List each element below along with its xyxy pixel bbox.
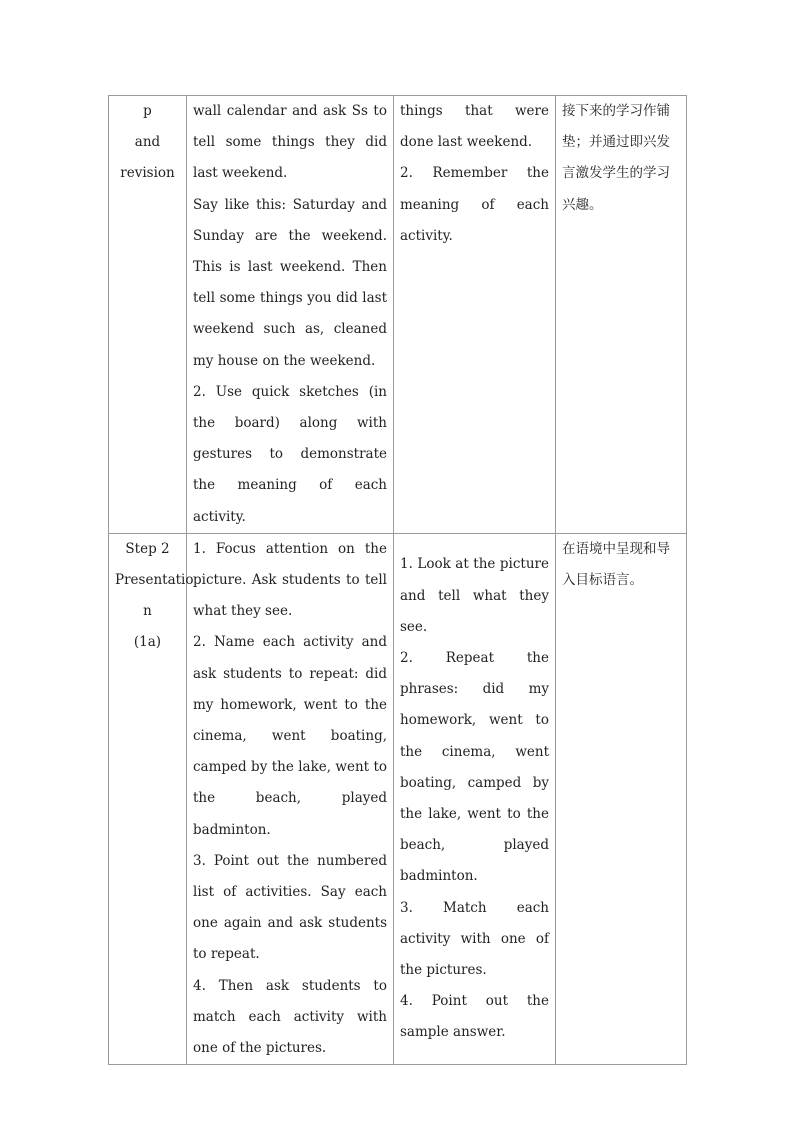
student-activity-text: 4. Point out the sample answer. — [400, 993, 549, 1041]
step-label-line: Step 2 — [125, 540, 170, 557]
table-row — [109, 96, 687, 534]
step-label-line: (1a) — [133, 634, 162, 651]
step-label-line: and — [134, 134, 161, 151]
student-activity-text: 2. Repeat the phrases: did my homework, went to the cinema, went boating, camped by the lake, went to the beach, played badminton. — [400, 650, 549, 885]
student-activity-cell — [394, 96, 556, 534]
student-activity-text: 1. Look at the picture and tell what they see. — [400, 556, 549, 635]
purpose-cell — [556, 96, 687, 534]
teacher-activity-text: Say like this: Saturday and Sunday are the weekend. This is last weekend. Then tell some things you did last weekend such as, cleaned my house on the weekend. — [193, 196, 387, 369]
step-cell — [109, 96, 187, 534]
step-label-line: n — [143, 603, 152, 620]
teacher-activity-text: 1. Focus attention on the picture. Ask students to tell what they see. — [193, 540, 387, 620]
step-label-line: p — [143, 103, 152, 119]
purpose-cell — [556, 533, 687, 1064]
teacher-activity-text: 2. Name each activity and ask students to repeat: did my homework, went to the cinema, went boating, camped by the lake, went to the beach, played badminton. — [193, 634, 387, 838]
student-activity-text: 2. Remember the meaning of each activity. — [400, 165, 549, 244]
student-activity-cell — [394, 533, 556, 1064]
teacher-activity-cell — [187, 533, 394, 1064]
step-label-line: revision — [120, 165, 175, 182]
step-label-line: Presentatio — [115, 572, 194, 589]
purpose-text: 接下来的学习作铺垫；并通过即兴发言激发学生的学习兴趣。 — [562, 103, 670, 213]
table-row — [109, 533, 687, 1064]
purpose-text: 在语境中呈现和导入目标语言。 — [562, 540, 670, 589]
teacher-activity-text: wall calendar and ask Ss to tell some things they did last weekend. — [193, 103, 387, 182]
lesson-plan-table — [108, 95, 687, 1065]
teacher-activity-text: 3. Point out the numbered list of activities. Say each one again and ask students to repeat. — [193, 852, 387, 963]
student-activity-text: things that were done last weekend. — [400, 103, 549, 151]
teacher-activity-text: 2. Use quick sketches (in the board) along with gestures to demonstrate the meaning of each activity. — [193, 383, 387, 525]
student-activity-text: 3. Match each activity with one of the pictures. — [400, 899, 549, 979]
teacher-activity-text: 4. Then ask students to match each activity with one of the pictures. — [193, 977, 387, 1057]
step-cell — [109, 533, 194, 1064]
teacher-activity-cell — [187, 96, 394, 534]
